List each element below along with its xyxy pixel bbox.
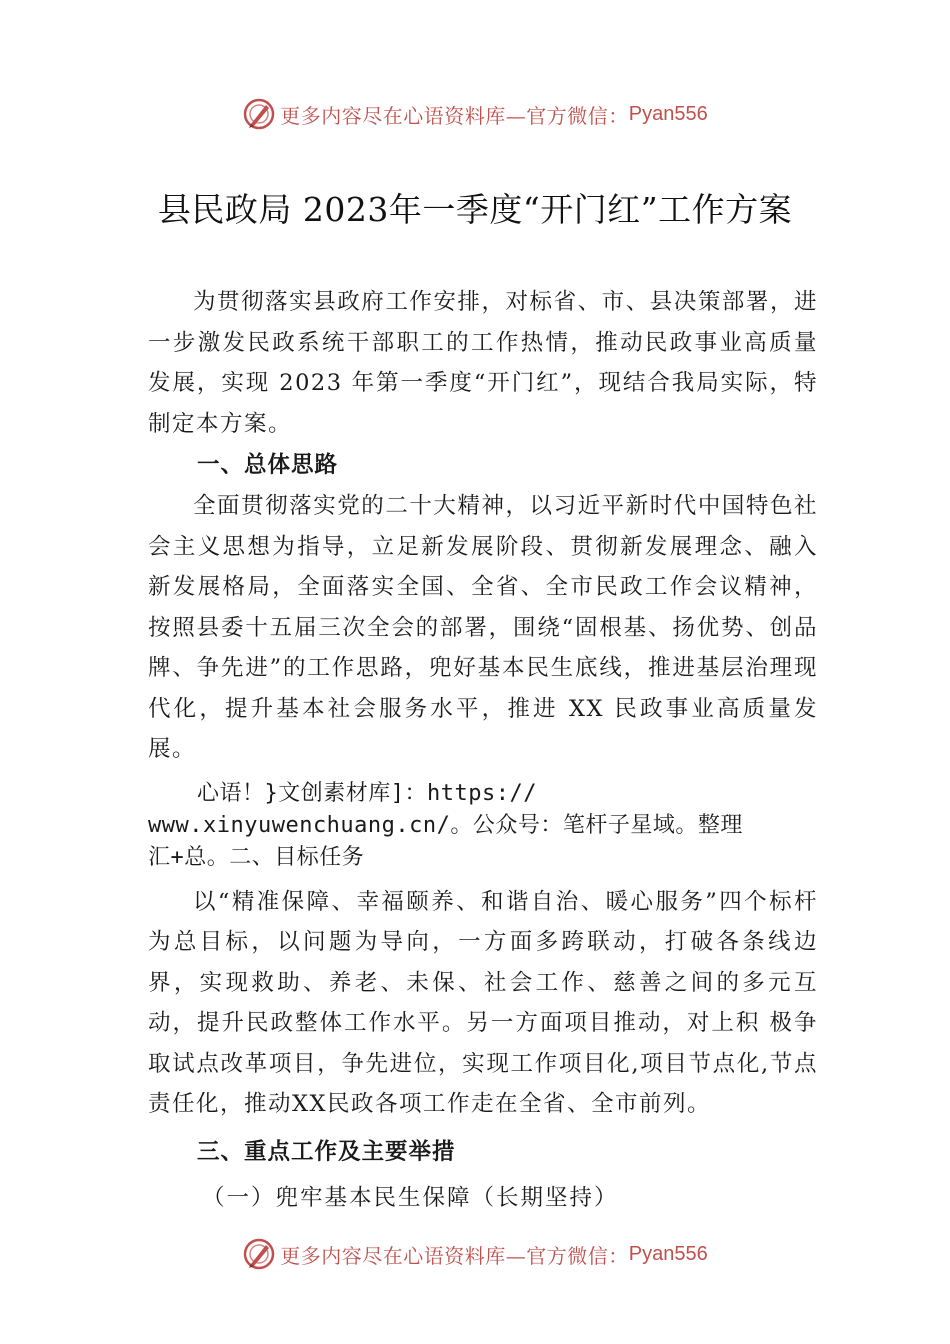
watermark-wechat-id: Pyan556 [628, 1242, 708, 1265]
watermark-text: 更多内容尽在心语资料库—官方微信： [280, 1243, 629, 1268]
writing-hand-logo-icon [242, 1237, 276, 1271]
note-line-1: 心语！}文创素材库]：https:// [197, 780, 537, 806]
section-3-heading: 三、重点工作及主要举措 [197, 1138, 456, 1165]
writing-hand-logo-icon [242, 97, 276, 131]
footer-watermark [0, 1234, 950, 1274]
section-1-heading: 一、总体思路 [197, 452, 339, 478]
document-body [148, 282, 818, 1219]
watermark-text: 更多内容尽在心语资料库—官方微信： [280, 103, 629, 128]
note-line-3: 汇+总。二、目标任务 [148, 844, 365, 870]
inserted-note [148, 778, 818, 874]
document-title: 县民政局 2023年一季度“开门红”工作方案 [157, 190, 793, 229]
section-2-paragraph: 以“精准保障、幸福颐养、和谐自治、暖心服务”四个标杆为总目标，以问题为导向，一方面多跨联动，打破各条线边界，实现救助、养老、未保、社会工作、慈善之间的多元互动，提升民政整体工作水平。另一方面项目推动，对上积 极争取试点改革项目，争先进位，实现工作项目化,项目节点化,节点责任化，推动XX民政各项工作走在全省、全市前列。 [148, 888, 818, 1117]
watermark-wechat-id: Pyan556 [628, 102, 708, 125]
section-1-paragraph: 全面贯彻落实党的二十大精神，以习近平新时代中国特色社会主义思想为指导，立足新发展阶段、贯彻新发展理念、融入新发展格局，全面落实全国、全省、全市民政工作会议精神，按照县委十五届三次全会的部署，围绕“固根基、扬优势、创品牌、争先进”的工作思路，兜好基本民生底线，推进基层治理现代化，提升基本社会服务水平，推进 XX 民政事业高质量发展。 [148, 493, 818, 762]
header-watermark [0, 94, 950, 134]
note-line-2: www.xinyuwenchuang.cn/。公众号：笔杆子星域。整理 [148, 812, 743, 838]
intro-paragraph: 为贯彻落实县政府工作安排，对标省、市、县决策部署，进一步激发民政系统干部职工的工作热情，推动民政事业高质量发展，实现 2023 年第一季度“开门红”，现结合我局实际，特制定本方案。 [148, 289, 818, 437]
section-3-subheading-1: （一）兜牢基本民生保障（长期坚持） [202, 1184, 619, 1211]
